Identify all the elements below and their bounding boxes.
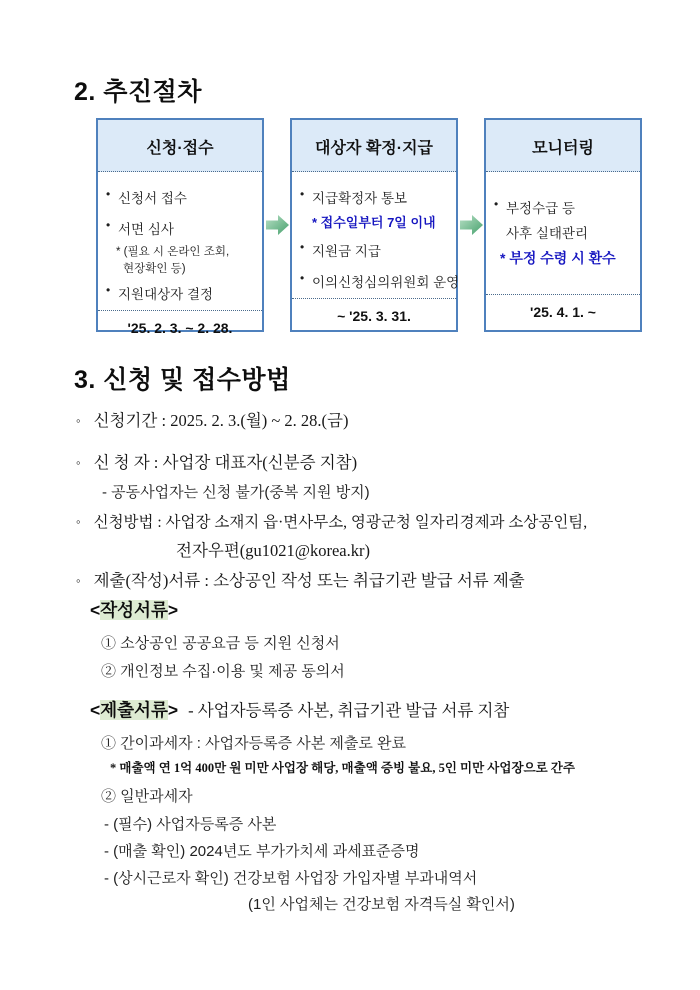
list-item-label: 지원금 지급 — [312, 244, 381, 259]
general-docs-item-3: - (상시근로자 확인) 건강보험 사업장 가입자별 부과내역서 — [104, 870, 478, 887]
submit-docs-header — [90, 697, 509, 722]
flow-box-application — [96, 118, 264, 336]
application-method-email-line: 전자우편(gu1021@korea.kr) — [176, 541, 370, 560]
applicant-sub-line: - 공동사업자는 신청 불가(중복 지원 방지) — [102, 484, 370, 501]
section2-title: 2. 추진절차 — [74, 78, 202, 106]
bullet-dot-icon: • — [300, 271, 305, 285]
list-item — [106, 187, 258, 207]
flow-box-application-title: 신청·접수 — [98, 120, 262, 172]
write-docs-header — [90, 597, 178, 622]
circle-bullet-icon: ◦ — [76, 413, 81, 428]
bullet-dot-icon: • — [106, 283, 111, 297]
flow-box-monitoring-body — [486, 172, 640, 294]
list-item-label: 지원대상자 결정 — [118, 287, 214, 302]
circle-bullet-icon: ◦ — [76, 573, 81, 588]
bullet-dot-icon: • — [300, 240, 305, 254]
write-docs-header-label: 작성서류 — [100, 600, 168, 620]
list-item-note: 현장확인 등) — [123, 263, 186, 275]
flow-box-application-body — [98, 172, 262, 310]
flow-box-confirmation — [290, 118, 458, 332]
flow-box-monitoring-date: '25. 4. 1. ~ — [486, 294, 640, 330]
simplified-taxpayer-note: * 매출액 연 1억 400만 원 미만 사업장 해당, 매출액 증빙 불요, 5인 미만 사업장으로 간주 — [110, 761, 575, 775]
submit-docs-header-label: 제출서류 — [100, 700, 168, 720]
documents-summary-line — [76, 567, 525, 591]
section3-title: 3. 신청 및 접수방법 — [74, 366, 291, 394]
list-item — [300, 240, 452, 260]
list-item-label: 서면 심사 — [118, 222, 174, 237]
circle-bullet-icon: ◦ — [76, 514, 81, 529]
right-arrow-icon — [265, 214, 290, 236]
procedure-flow-diagram — [96, 118, 642, 336]
general-docs-note: (1인 사업체는 건강보험 자격득실 확인서) — [248, 896, 515, 913]
flow-box-monitoring-title: 모니터링 — [486, 120, 640, 172]
list-item-blue-note: * 접수일부터 7일 이내 — [312, 215, 436, 230]
bracket-close: > — [167, 600, 179, 620]
bracket-open: < — [90, 700, 101, 720]
submit-docs-header-suffix: - 사업자등록증 사본, 취급기관 발급 서류 지참 — [188, 701, 510, 720]
bullet-dot-icon: • — [300, 187, 305, 201]
circle-bullet-icon: ◦ — [76, 455, 81, 470]
write-docs-item-1: ① 소상공인 공공요금 등 지원 신청서 — [101, 635, 340, 652]
right-arrow-icon — [459, 214, 484, 236]
flow-box-application-date: '25. 2. 3. ~ 2. 28. — [98, 310, 262, 346]
list-item — [106, 283, 258, 303]
list-item-label: 신청서 접수 — [118, 191, 187, 206]
flow-box-confirmation-date: ~ '25. 3. 31. — [292, 298, 456, 334]
bullet-dot-icon: • — [494, 197, 499, 211]
list-item — [106, 218, 258, 238]
list-item — [300, 271, 460, 291]
general-docs-item-2: - (매출 확인) 2024년도 부가가치세 과세표준증명 — [104, 843, 420, 860]
applicant-text: 신 청 자 : 사업장 대표자(신분증 지참) — [93, 453, 358, 472]
list-item-blue-note: * 부정 수령 시 환수 — [500, 250, 616, 266]
flow-arrow — [264, 118, 290, 332]
flow-box-confirmation-title: 대상자 확정·지급 — [292, 120, 456, 172]
application-period-line — [76, 407, 348, 431]
application-period-text: 신청기간 : 2025. 2. 3.(월) ~ 2. 28.(금) — [93, 411, 349, 430]
write-docs-item-2: ② 개인정보 수집·이용 및 제공 동의서 — [101, 663, 345, 680]
bullet-dot-icon: • — [106, 187, 111, 201]
list-item-note: * (필요 시 온라인 조회, — [116, 246, 230, 258]
flow-box-monitoring — [484, 118, 642, 332]
bracket-close: > — [167, 700, 179, 720]
list-item-label: 사후 실태관리 — [506, 226, 588, 241]
general-docs-item-1: - (필수) 사업자등록증 사본 — [104, 816, 277, 833]
application-method-line — [76, 510, 587, 532]
applicant-line — [76, 449, 357, 473]
simplified-taxpayer-line: ① 간이과세자 : 사업자등록증 사본 제출로 완료 — [101, 735, 406, 752]
bullet-dot-icon: • — [106, 218, 111, 232]
list-item-label: 지급확정자 통보 — [312, 191, 408, 206]
documents-summary-text: 제출(작성)서류 : 소상공인 작성 또는 취급기관 발급 서류 제출 — [93, 571, 525, 590]
bracket-open: < — [90, 600, 101, 620]
general-taxpayer-line: ② 일반과세자 — [101, 788, 193, 805]
application-method-text: 신청방법 : 사업장 소재지 읍·면사무소, 영광군청 일자리경제과 소상공인팀, — [93, 514, 588, 531]
list-item — [494, 197, 636, 217]
list-item — [300, 187, 452, 207]
flow-box-confirmation-body — [292, 172, 460, 298]
list-item-label: 부정수급 등 — [506, 201, 575, 216]
flow-arrow — [458, 118, 484, 332]
list-item-label: 이의신청심의위원회 운영 — [312, 275, 460, 290]
